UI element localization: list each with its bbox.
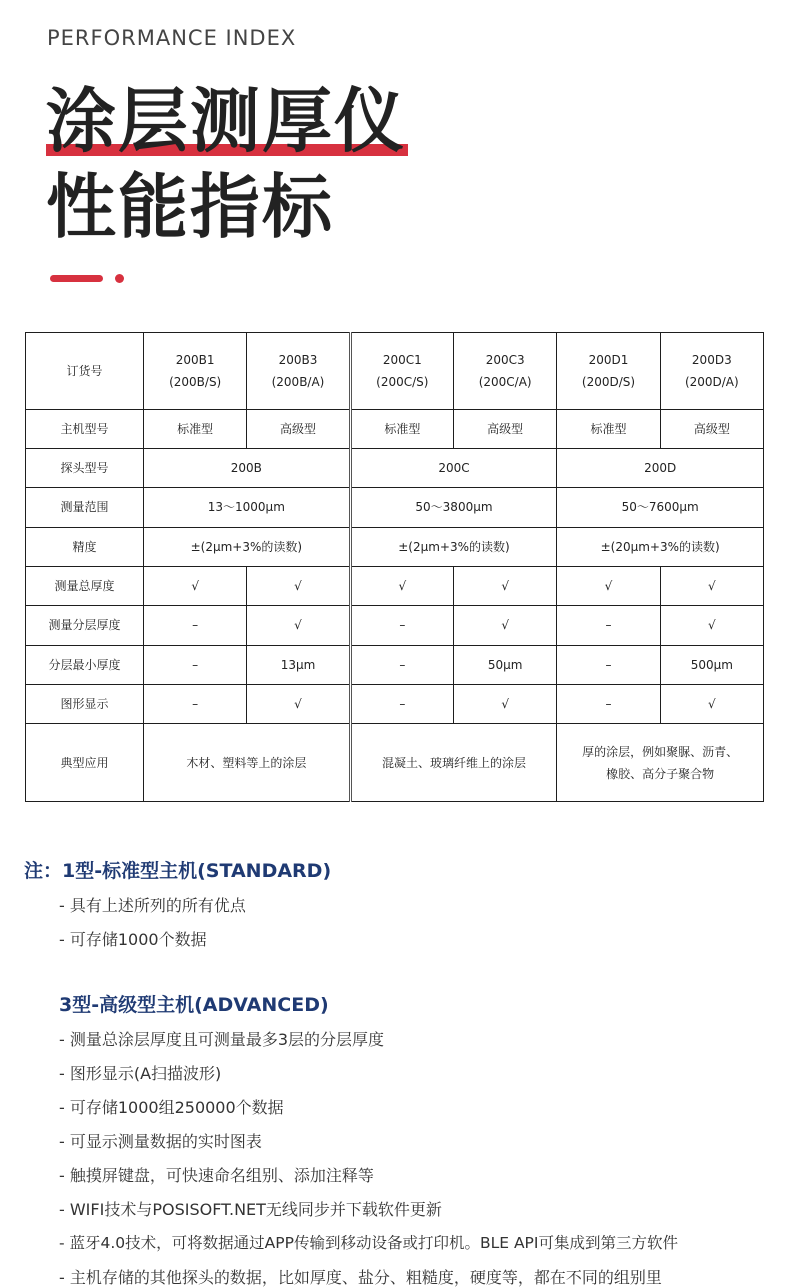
table-cell: 13μm (247, 645, 350, 684)
row-label: 测量分层厚度 (26, 606, 144, 645)
advanced-note-item: - 主机存储的其他探头的数据，比如厚度、盐分、粗糙度，硬度等，都在不同的组别里 (59, 1268, 662, 1287)
table-cell: √ (660, 684, 763, 723)
table-cell: √ (144, 566, 247, 605)
table-cell: 50～7600μm (557, 488, 764, 527)
table-cell: – (350, 645, 453, 684)
order-cell: 200C3 (200C/A) (453, 333, 556, 410)
order-cell: 200C1 (200C/S) (350, 333, 453, 410)
standard-note-item: - 可存储1000个数据 (59, 930, 207, 949)
advanced-note-item: - 可存储1000组250000个数据 (59, 1098, 284, 1117)
table-cell: √ (453, 606, 556, 645)
spec-table (25, 332, 764, 802)
title-line-2 (46, 164, 406, 250)
table-cell: 标准型 (350, 409, 453, 448)
table-cell: 高级型 (247, 409, 350, 448)
table-cell: ±(2μm+3%的读数) (144, 527, 351, 566)
row-label: 主机型号 (26, 409, 144, 448)
table-cell: 50μm (453, 645, 556, 684)
standard-note-item: - 具有上述所列的所有优点 (59, 896, 246, 915)
advanced-note-item: - 可显示测量数据的实时图表 (59, 1132, 262, 1151)
table-cell: – (144, 606, 247, 645)
table-cell: 200B (144, 448, 351, 487)
table-cell: 厚的涂层，例如聚脲、沥青、橡胶、高分子聚合物 (557, 724, 764, 802)
row-label: 订货号 (26, 333, 144, 410)
table-cell: √ (557, 566, 660, 605)
table-cell: √ (660, 606, 763, 645)
table-cell: 高级型 (453, 409, 556, 448)
row-accuracy (26, 527, 764, 566)
row-order-number (26, 333, 764, 410)
table-cell: – (144, 645, 247, 684)
table-cell: ±(20μm+3%的读数) (557, 527, 764, 566)
advanced-note-item: - 图形显示(A扫描波形) (59, 1064, 222, 1083)
table-cell: – (350, 606, 453, 645)
table-cell: √ (453, 566, 556, 605)
advanced-note-heading: 3型-高级型主机(ADVANCED) (59, 994, 329, 1016)
table-cell: √ (247, 566, 350, 605)
table-cell: 标准型 (144, 409, 247, 448)
row-layer-thickness (26, 606, 764, 645)
table-cell: √ (247, 684, 350, 723)
table-cell: – (557, 606, 660, 645)
title-text-1: 涂层测厚仪 (46, 80, 406, 162)
row-application (26, 724, 764, 802)
table-cell: √ (660, 566, 763, 605)
row-probe-model (26, 448, 764, 487)
order-cell: 200D1 (200D/S) (557, 333, 660, 410)
page-title (46, 78, 406, 250)
row-label: 典型应用 (26, 724, 144, 802)
row-graph-display (26, 684, 764, 723)
table-cell: 200C (350, 448, 557, 487)
advanced-note-item: - 蓝牙4.0技术，可将数据通过APP传输到移动设备或打印机。BLE API可集成到第三方软件 (59, 1234, 678, 1252)
row-label: 探头型号 (26, 448, 144, 487)
table-cell: 500μm (660, 645, 763, 684)
row-label: 图形显示 (26, 684, 144, 723)
advanced-note-item: - 测量总涂层厚度且可测量最多3层的分层厚度 (59, 1030, 385, 1049)
table-cell: 高级型 (660, 409, 763, 448)
page-eyebrow: PERFORMANCE INDEX (47, 26, 297, 50)
row-label: 精度 (26, 527, 144, 566)
order-cell: 200B3 (200B/A) (247, 333, 350, 410)
table-cell: √ (350, 566, 453, 605)
table-cell: ±(2μm+3%的读数) (350, 527, 557, 566)
order-cell: 200D3 (200D/A) (660, 333, 763, 410)
table-cell: – (557, 645, 660, 684)
table-cell: √ (247, 606, 350, 645)
row-host-model (26, 409, 764, 448)
table-cell: 50～3800μm (350, 488, 557, 527)
table-cell: 200D (557, 448, 764, 487)
decoration-dot (115, 274, 124, 283)
table-cell: √ (453, 684, 556, 723)
table-cell: – (144, 684, 247, 723)
title-text-2: 性能指标 (46, 166, 334, 248)
row-label: 分层最小厚度 (26, 645, 144, 684)
row-min-layer-thickness (26, 645, 764, 684)
row-label: 测量范围 (26, 488, 144, 527)
table-cell: – (557, 684, 660, 723)
advanced-note-item: - 触摸屏键盘，可快速命名组别、添加注释等 (59, 1166, 374, 1185)
advanced-note-item: - WIFI技术与POSISOFT.NET无线同步并下载软件更新 (59, 1200, 442, 1219)
table-cell: – (350, 684, 453, 723)
table-cell: 13～1000μm (144, 488, 351, 527)
order-cell: 200B1 (200B/S) (144, 333, 247, 410)
decoration-bar (50, 275, 103, 282)
row-total-thickness (26, 566, 764, 605)
standard-note-heading: 注：1型-标准型主机(STANDARD) (24, 860, 332, 882)
table-cell: 混凝土、玻璃纤维上的涂层 (350, 724, 557, 802)
row-range (26, 488, 764, 527)
title-line-1 (46, 78, 406, 164)
table-cell: 木材、塑料等上的涂层 (144, 724, 351, 802)
table-cell: 标准型 (557, 409, 660, 448)
row-label: 测量总厚度 (26, 566, 144, 605)
